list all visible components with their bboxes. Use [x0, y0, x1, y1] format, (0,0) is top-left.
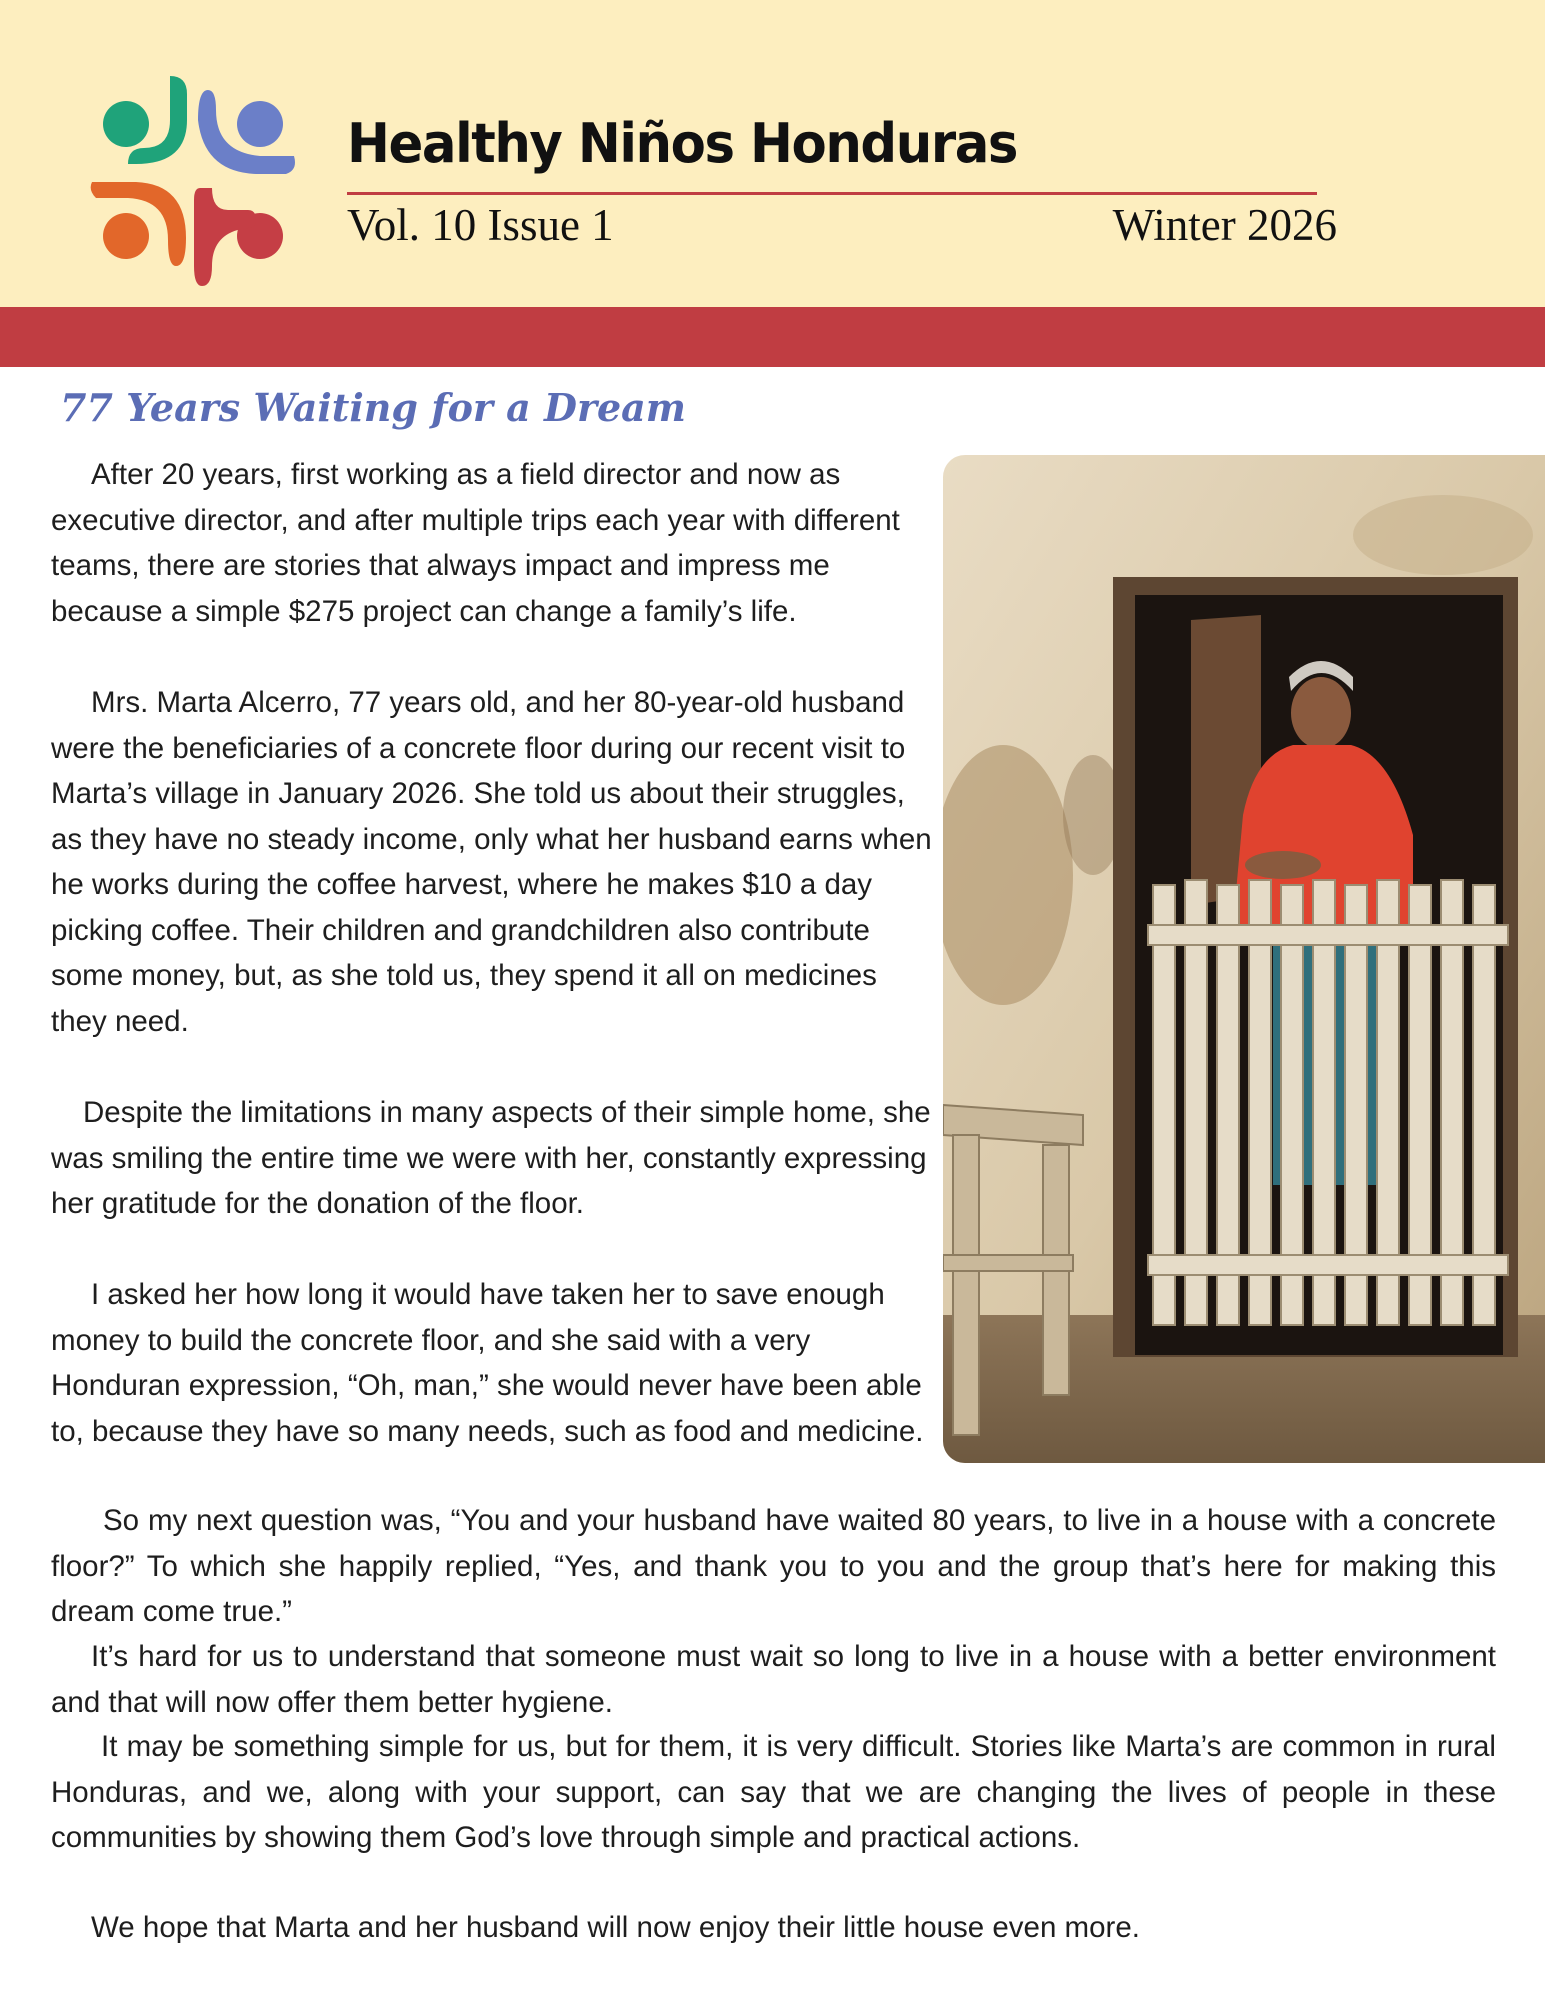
healthy-ninos-logo — [88, 70, 298, 290]
article-paragraph: It’s hard for us to understand that someone must wait so long to live in a house with a better environment and that will now offer them better hygiene. — [51, 1640, 1496, 1719]
logo-orange-petal — [91, 182, 186, 266]
article-paragraph: We hope that Marta and her husband will now enjoy their little house even more. — [91, 1911, 1140, 1944]
article-paragraph: I asked her how long it would have taken her to save enough money to build the concrete floor, and she said with a very Honduran expression, “Oh, man,” she would never have been able to, because they have so many needs, such as food and medicine. — [51, 1278, 924, 1448]
header-band — [0, 307, 1545, 367]
title-divider — [347, 192, 1317, 195]
article-paragraph: Mrs. Marta Alcerro, 77 years old, and her 80-year-old husband were the beneficiaries of a concrete floor during our recent visit to Marta’s village in January 2026. She told us about their struggles, as they have no steady income, only what her husband earns when he works during the coffee harvest, where he makes $10 a day picking coffee. Their children and grandchildren also contribute some money, but, as she told us, they spend it all on medicines they need. — [51, 686, 932, 1038]
article-headline: 77 Years Waiting for a Dream — [60, 385, 686, 430]
article-photo — [943, 455, 1545, 1463]
logo-red-petal — [194, 188, 283, 286]
logo-green-petal — [103, 76, 187, 164]
article-paragraph: So my next question was, “You and your husband have waited 80 years, to live in a house with a concrete floor?” To which she happily replied, “Yes, and thank you to you and the group that’s here for making this dream come true.” — [51, 1504, 1496, 1628]
logo-blue-petal — [198, 90, 295, 174]
article-paragraph: It may be something simple for us, but for them, it is very difficult. Stories like Marta’s are common in rural Honduras, and we, along with your support, can say that we are changing the lives of people in these communities by showing them God’s love through simple and practical actions. — [51, 1730, 1496, 1854]
masthead — [0, 0, 1545, 307]
article-paragraph: After 20 years, first working as a field director and now as executive director, and after multiple trips each year with different teams, there are stories that always impact and impress me because a simple $275 project can change a family’s life. — [51, 458, 900, 628]
issue-season: Winter 2026 — [1112, 200, 1337, 250]
volume-issue: Vol. 10 Issue 1 — [347, 200, 614, 250]
newsletter-title: Healthy Niños Honduras — [347, 112, 1018, 175]
picket-gate — [1148, 880, 1508, 1325]
article-paragraph: Despite the limitations in many aspects of their simple home, she was smiling the entire time we were with her, constantly expressing her gratitude for the donation of the floor. — [51, 1096, 931, 1220]
